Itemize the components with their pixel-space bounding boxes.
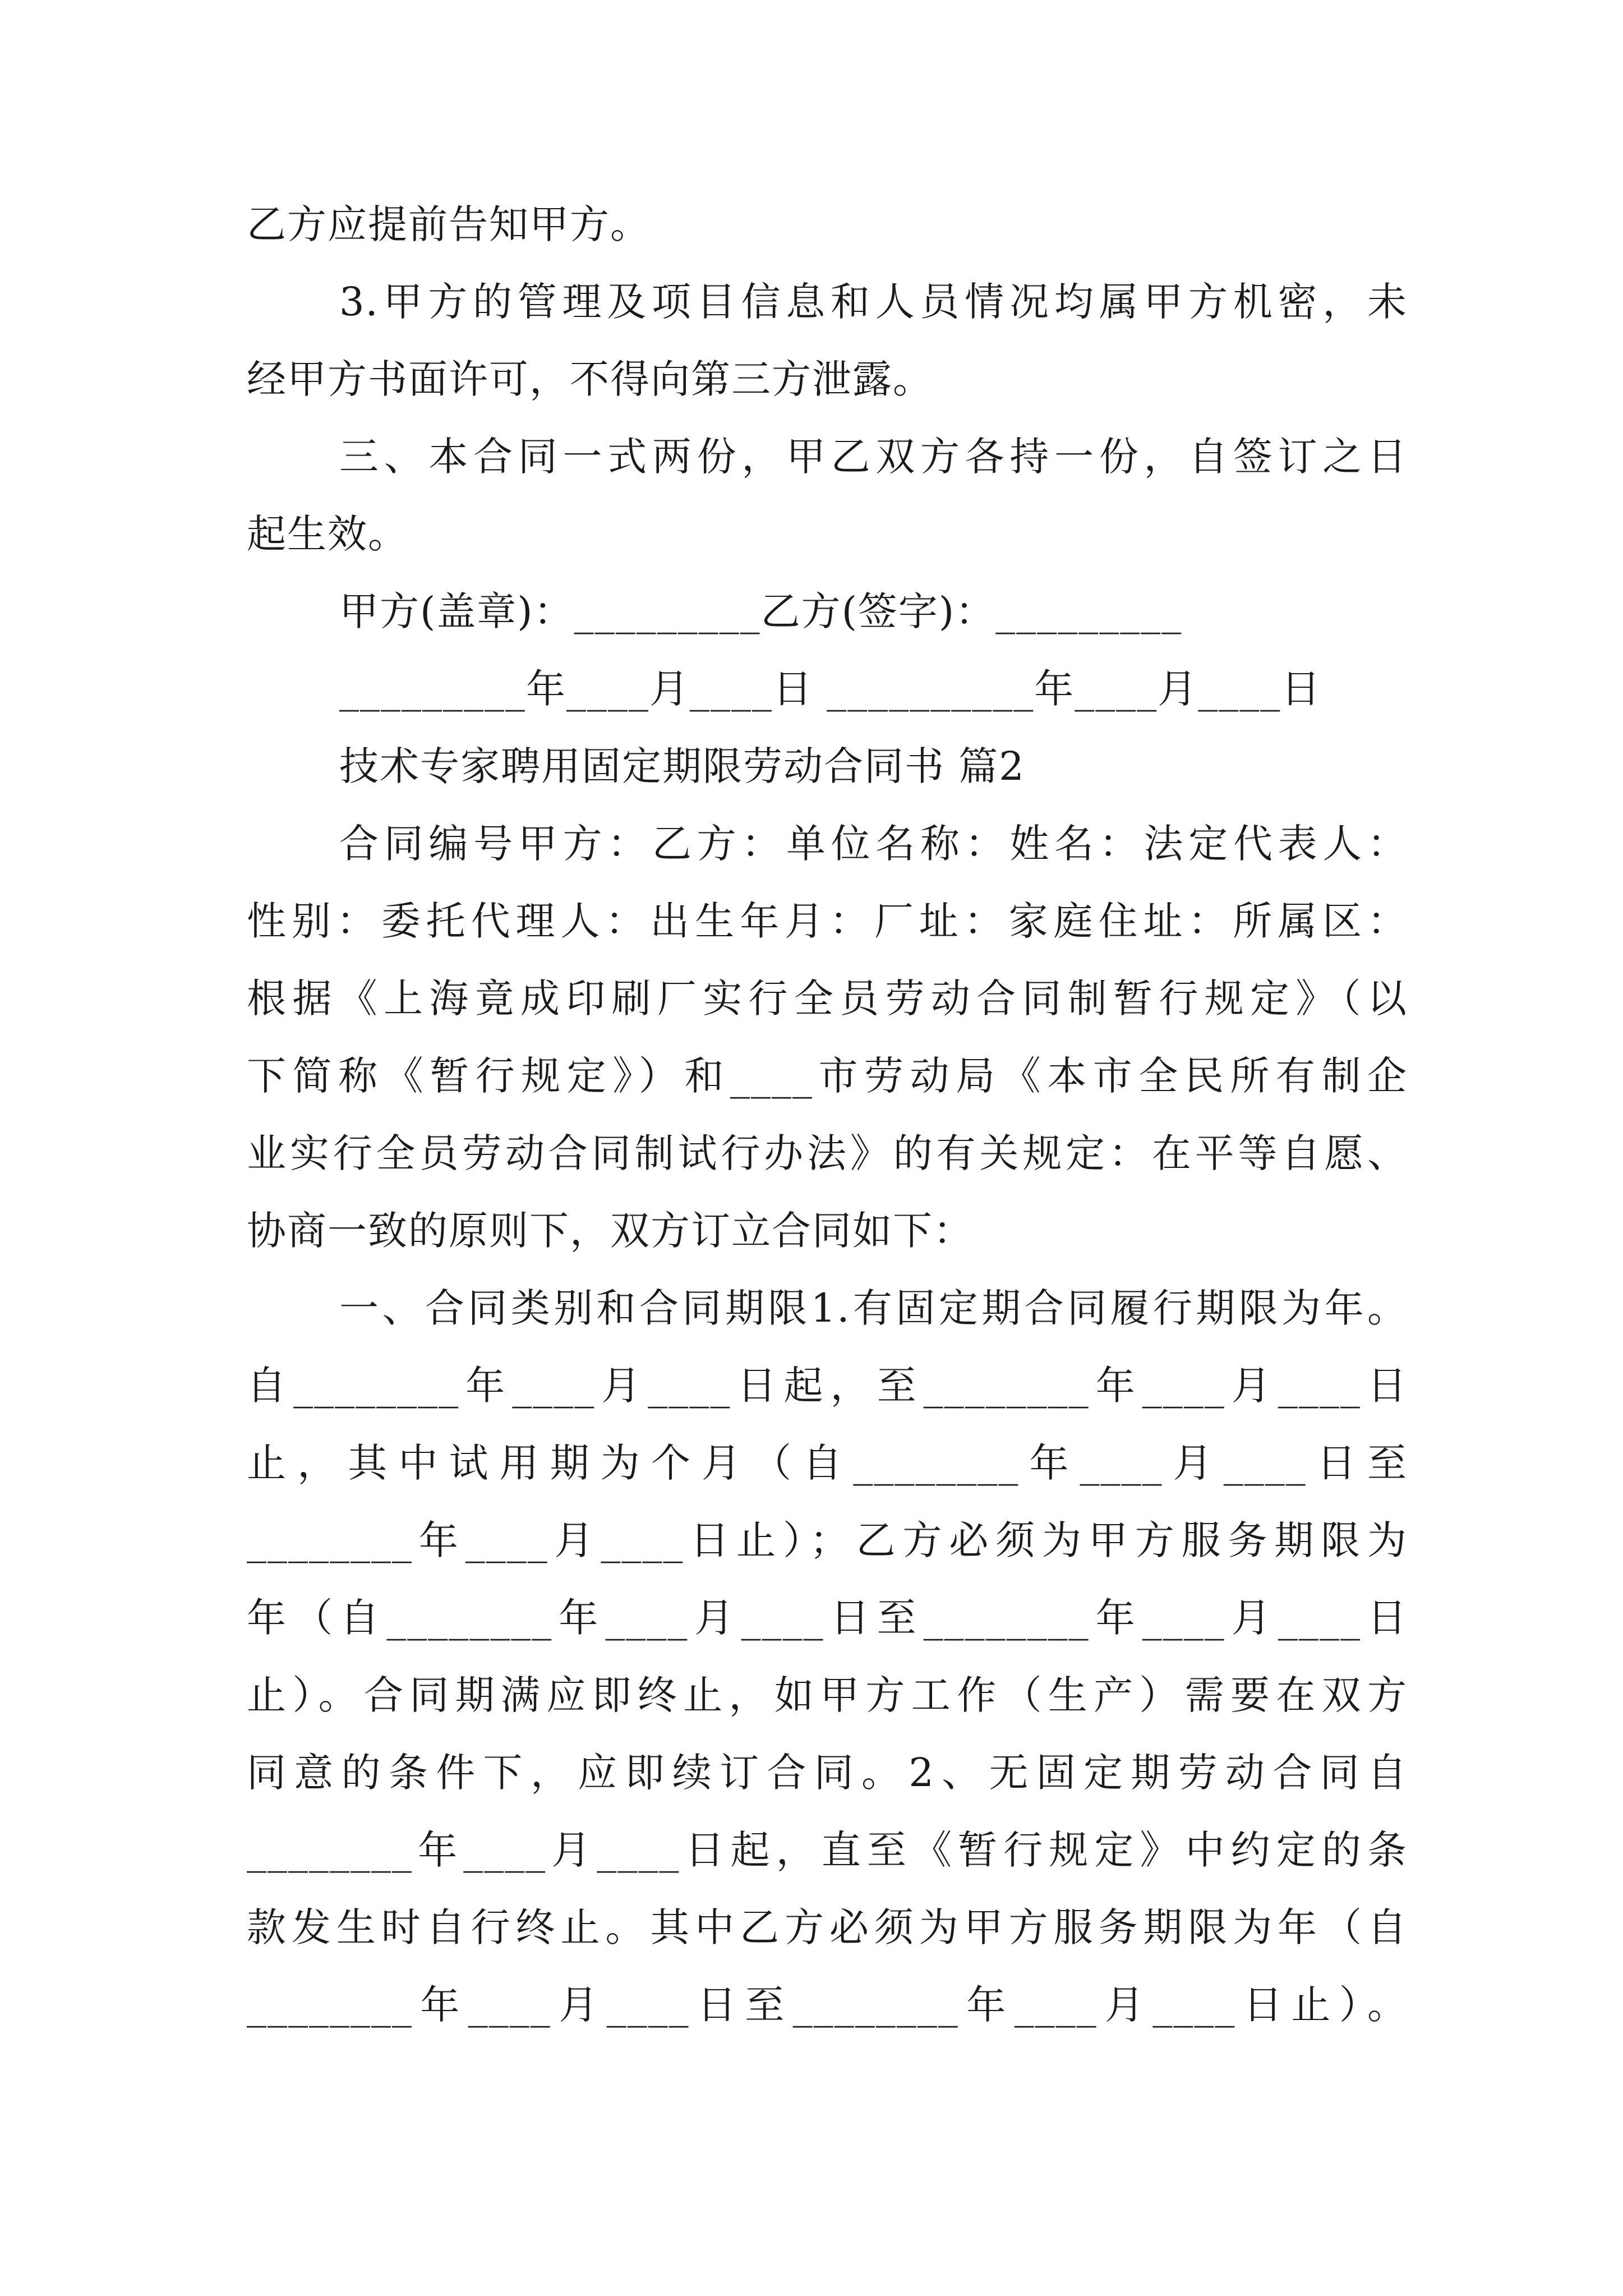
- text-line-1: 乙方应提前告知甲方。: [247, 201, 651, 247]
- text-line-11: 根据《上海竟成印刷厂实行全员劳动合同制暂行规定》（以: [247, 976, 1408, 1022]
- text-line-12: 下简称《暂行规定》）和____市劳动局《本市全民所有制企: [247, 1053, 1408, 1099]
- text-line-24: ________年____月____日至________年____月____日止）。: [247, 1982, 1408, 2028]
- text-line-17: 止，其中试用期为个月（自________年____月____日至: [247, 1440, 1408, 1486]
- text-line-21: 同意的条件下，应即续订合同。2、无固定期劳动合同自: [247, 1750, 1408, 1796]
- text-line-4: 三、本合同一式两份，甲乙双方各持一份，自签订之日: [339, 434, 1408, 480]
- section-heading: 技术专家聘用固定期限劳动合同书 篇2: [339, 743, 1025, 789]
- text-line-10: 性别：委托代理人：出生年月：厂址：家庭住址：所属区：: [247, 898, 1408, 944]
- text-line-23: 款发生时自行终止。其中乙方必须为甲方服务期限为年（自: [247, 1904, 1408, 1950]
- date-line: _________年____月____日 __________年____月____日: [339, 666, 1322, 712]
- text-line-15: 一、合同类别和合同期限1.有固定期合同履行期限为年。: [339, 1285, 1408, 1331]
- signature-line: 甲方(盖章)：_________乙方(签字)：_________: [339, 588, 1183, 634]
- text-line-20: 止）。合同期满应即终止，如甲方工作（生产）需要在双方: [247, 1672, 1408, 1718]
- text-line-9: 合同编号甲方：乙方：单位名称：姓名：法定代表人：: [339, 821, 1408, 867]
- text-line-5: 起生效。: [247, 511, 408, 557]
- text-line-2: 3.甲方的管理及项目信息和人员情况均属甲方机密，未: [339, 279, 1408, 325]
- text-line-13: 业实行全员劳动合同制试行办法》的有关规定：在平等自愿、: [247, 1130, 1408, 1176]
- text-line-22: ________年____月____日起，直至《暂行规定》中约定的条: [247, 1827, 1408, 1873]
- text-line-16: 自________年____月____日起，至________年____月____日: [247, 1363, 1408, 1409]
- text-line-3: 经甲方书面许可，不得向第三方泄露。: [247, 356, 933, 402]
- text-line-18: ________年____月____日止）；乙方必须为甲方服务期限为: [247, 1517, 1408, 1563]
- text-line-14: 协商一致的原则下，双方订立合同如下：: [247, 1208, 974, 1254]
- text-line-19: 年（自________年____月____日至________年____月____日: [247, 1595, 1408, 1641]
